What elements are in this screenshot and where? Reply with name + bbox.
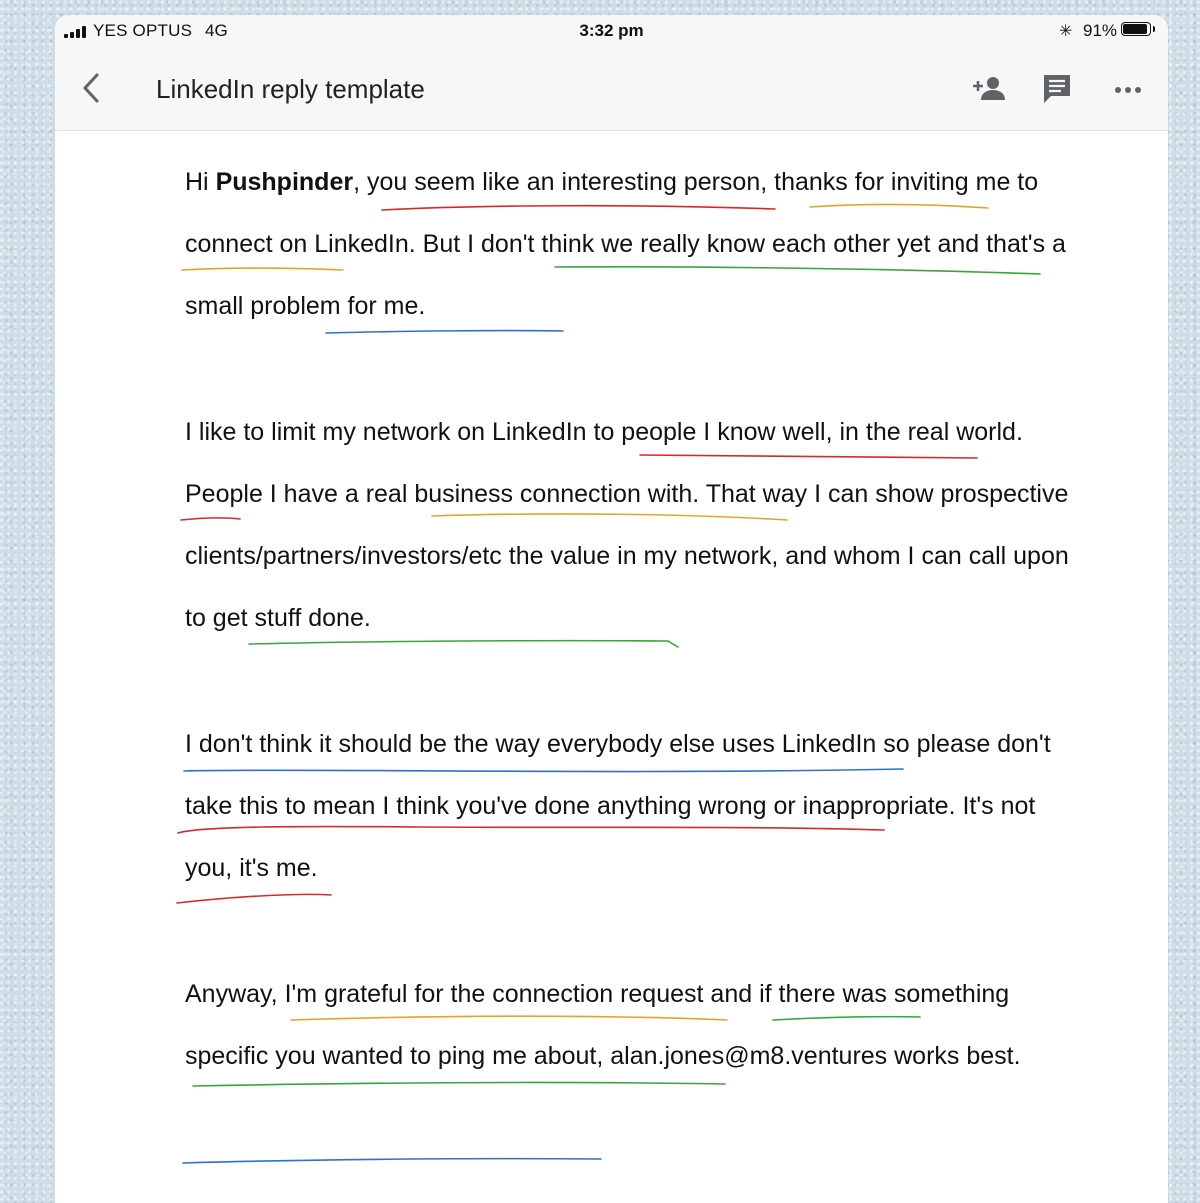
greeting-text: Hi — [185, 168, 216, 196]
comment-icon[interactable] — [1041, 72, 1073, 106]
battery-percent: 91% — [1083, 21, 1118, 40]
paragraph-2: I like to limit my network on LinkedIn to people I know well, in the real world. People I have a real business connection with. That way I can show prospective clients/partners/investors/etc the value in my network, and whom I can call upon to get stuff done. — [185, 418, 1069, 632]
carrier-name: YES OPTUS — [93, 21, 193, 40]
back-chevron-icon[interactable] — [77, 71, 107, 105]
paragraph-1 — [185, 151, 1085, 337]
paragraph-1-text: , you seem like an interesting person, thanks for inviting me to connect on LinkedIn. But I don't think we really know each other yet and that's a small problem for me. — [185, 168, 1066, 320]
add-person-icon[interactable] — [970, 72, 1008, 106]
bluetooth-icon: ✳ — [1059, 23, 1073, 40]
paragraph-3: I don't think it should be the way everybody else uses LinkedIn so please don't take this to mean I think you've done anything wrong or inappropriate. It's not you, it's me. — [185, 730, 1051, 882]
paragraph-4: Anyway, I'm grateful for the connection request and if there was something specific you wanted to ping me about, alan.jones@m8.ventures works best. — [185, 980, 1021, 1070]
status-bar — [55, 15, 1168, 47]
status-time: 3:32 pm — [579, 21, 644, 40]
app-bar — [55, 47, 1168, 131]
recipient-name: Pushpinder — [215, 168, 354, 196]
phone-screen — [55, 15, 1168, 1203]
battery-icon — [1121, 22, 1151, 36]
battery-fill — [1123, 24, 1147, 34]
network-type: 4G — [205, 21, 228, 40]
document-title: LinkedIn reply template — [156, 74, 425, 104]
more-horizontal-icon[interactable] — [1113, 85, 1143, 95]
